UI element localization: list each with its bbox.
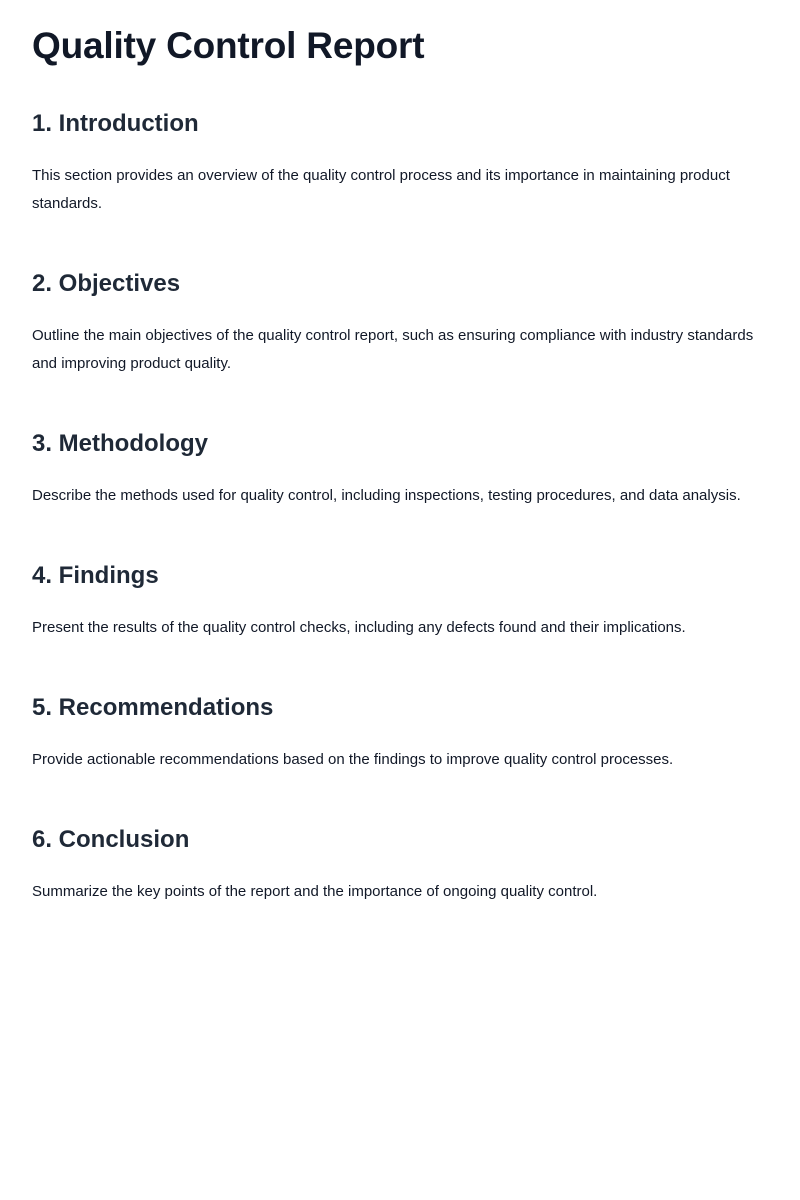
section-body-introduction: This section provides an overview of the quality control process and its importance in maintaining product standards. <box>32 167 730 212</box>
section-objectives <box>32 268 768 378</box>
section-findings <box>32 560 768 642</box>
section-introduction <box>32 108 768 218</box>
section-heading-conclusion: 6. Conclusion <box>32 826 190 853</box>
section-recommendations <box>32 692 768 774</box>
section-body-conclusion: Summarize the key points of the report and the importance of ongoing quality control. <box>32 883 598 900</box>
section-body-objectives: Outline the main objectives of the quality control report, such as ensuring compliance with industry standards and improving product quality. <box>32 327 754 372</box>
section-heading-findings: 4. Findings <box>32 562 159 589</box>
section-heading-recommendations: 5. Recommendations <box>32 694 274 721</box>
section-body-findings: Present the results of the quality control checks, including any defects found and their implications. <box>32 619 686 636</box>
section-heading-introduction: 1. Introduction <box>32 110 199 137</box>
section-body-methodology: Describe the methods used for quality control, including inspections, testing procedures, and data analysis. <box>32 487 741 504</box>
section-heading-methodology: 3. Methodology <box>32 430 208 457</box>
page-title: Quality Control Report <box>32 25 425 66</box>
section-methodology <box>32 428 768 510</box>
section-body-recommendations: Provide actionable recommendations based on the findings to improve quality control processes. <box>32 751 674 768</box>
section-heading-objectives: 2. Objectives <box>32 270 181 297</box>
section-conclusion <box>32 824 768 906</box>
